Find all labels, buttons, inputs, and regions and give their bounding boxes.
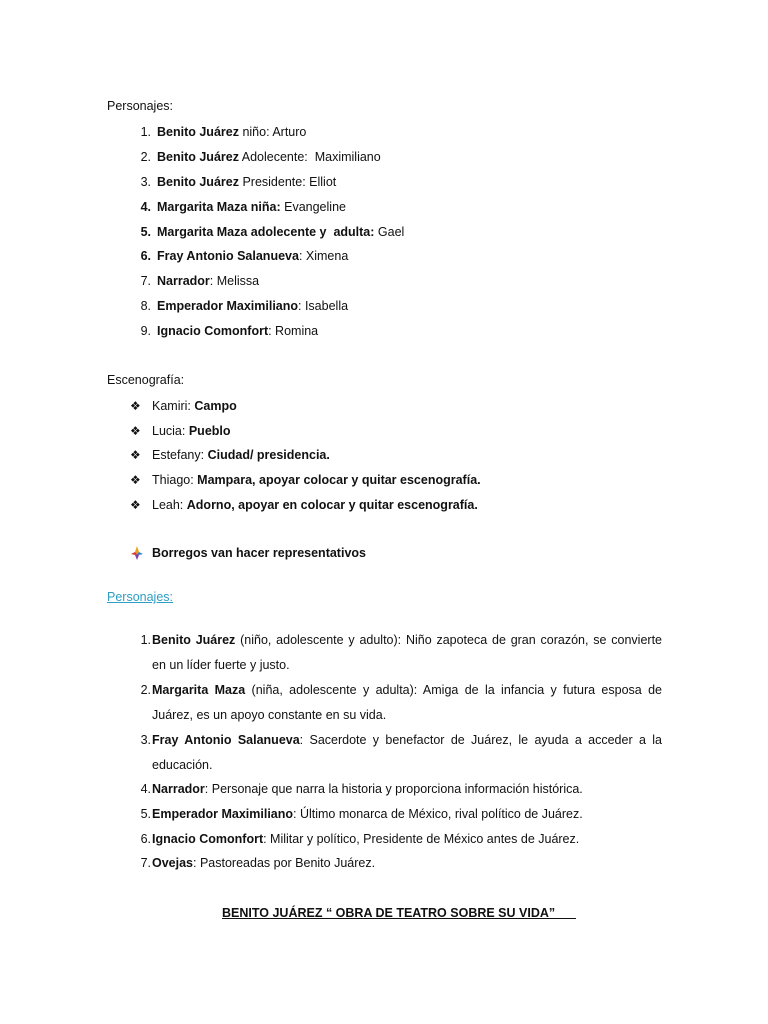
list-item: 3. Fray Antonio Salanueva: Sacerdote y benefactor de Juárez, le ayuda a acceder a la educación.: [140, 733, 662, 772]
list-item: 9. Ignacio Comonfort: Romina: [140, 324, 319, 338]
character-descriptions-heading: Personajes:: [107, 590, 174, 604]
play-title: BENITO JUÁREZ “ OBRA DE TEATRO SOBRE SU VIDA”___: [222, 906, 576, 920]
cast-heading: Personajes:: [107, 99, 174, 113]
list-item: 7. Narrador: Melissa: [140, 274, 260, 288]
scenography-heading: Escenografía:: [107, 373, 185, 387]
list-item: ❖ Kamiri: Campo: [130, 396, 237, 416]
list-item: 6. Fray Antonio Salanueva: Ximena: [140, 249, 349, 263]
star-bullet-icon: [130, 545, 144, 561]
list-item: ❖ Thiago: Mampara, apoyar colocar y quitar escenografía.: [130, 470, 481, 490]
list-item: 1. Benito Juárez niño: Arturo: [140, 125, 307, 139]
list-item: ❖ Leah: Adorno, apoyar en colocar y quitar escenografía.: [130, 495, 478, 515]
diamond-bullet-icon: ❖: [130, 498, 141, 512]
list-item: 2. Margarita Maza (niña, adolescente y adulta): Amiga de la infancia y futura esposa de Juárez, es un apoyo constante en su vida.: [140, 683, 663, 722]
list-item: 4. Margarita Maza niña: Evangeline: [140, 200, 346, 214]
list-item: 2. Benito Juárez Adolecente: Maximiliano: [140, 150, 381, 164]
diamond-bullet-icon: ❖: [130, 399, 141, 413]
list-item: ❖ Estefany: Ciudad/ presidencia.: [130, 445, 330, 465]
list-item: 7. Ovejas: Pastoreadas por Benito Juárez.: [140, 856, 376, 870]
diamond-bullet-icon: ❖: [130, 473, 141, 487]
diamond-bullet-icon: ❖: [130, 448, 141, 462]
list-item: 1. Benito Juárez (niño, adolescente y adulto): Niño zapoteca de gran corazón, se convierte en un líder fuerte y justo.: [140, 633, 662, 672]
list-item: 8. Emperador Maximiliano: Isabella: [140, 299, 349, 313]
scenography-note: Borregos van hacer representativos: [152, 546, 366, 560]
diamond-bullet-icon: ❖: [130, 424, 141, 438]
list-item: 6. Ignacio Comonfort: Militar y político, Presidente de México antes de Juárez.: [140, 832, 580, 846]
list-item: 5. Margarita Maza adolecente y adulta: Gael: [140, 225, 405, 239]
list-item: 5. Emperador Maximiliano: Último monarca de México, rival político de Juárez.: [140, 807, 583, 821]
list-item: ❖ Lucia: Pueblo: [130, 421, 231, 441]
list-item: 4. Narrador: Personaje que narra la historia y proporciona información histórica.: [140, 782, 583, 796]
list-item: 3. Benito Juárez Presidente: Elliot: [140, 175, 337, 189]
